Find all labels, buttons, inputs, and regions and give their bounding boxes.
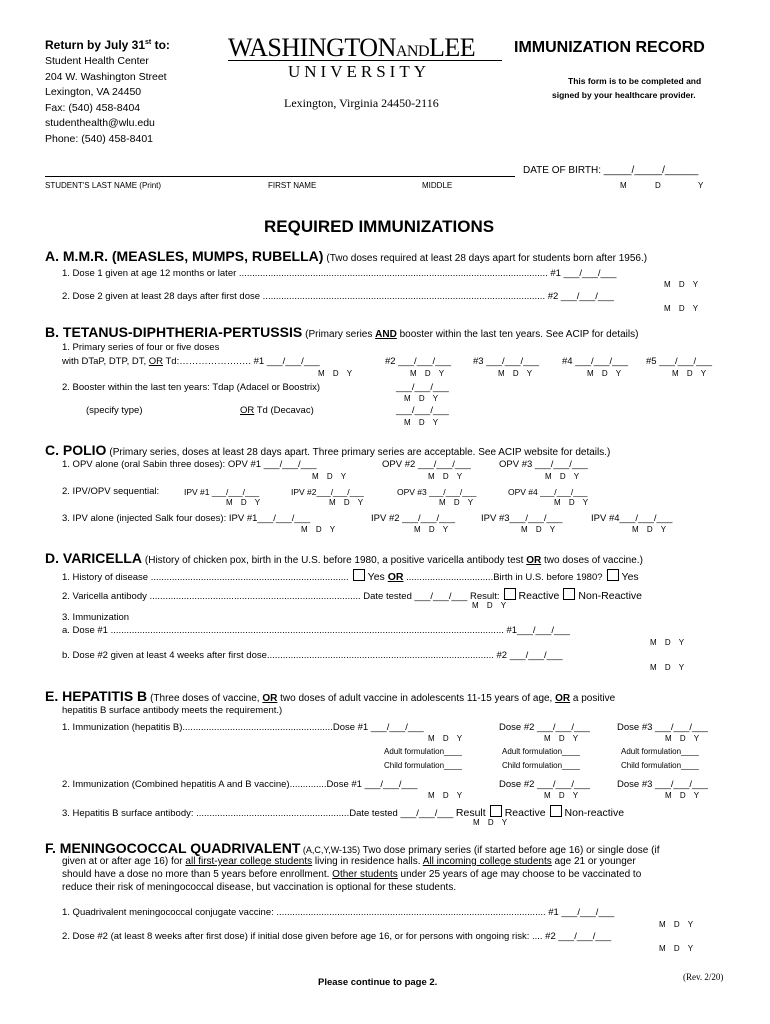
mdy-label: M D Y [659,920,694,929]
ipv-opv-dose-2[interactable]: IPV #2___/___/___ [291,487,364,497]
specify-type-label: (specify type) [86,405,143,416]
mdy-label: M D Y [544,791,579,800]
history-yes-checkbox[interactable] [353,569,365,581]
mdy-label: M D Y [329,498,364,507]
mdy-label: M D Y [498,369,533,378]
opv-dose-3[interactable]: OPV #3 ___/___/___ [499,459,588,470]
mdy-label: M D Y [428,472,463,481]
varicella-history-row: 1. History of disease ........................................................................... Yes OR .................................Birth in U.S. before 1980? Yes [62,571,639,583]
hepb-reactive-checkbox[interactable] [490,805,502,817]
mdy-label: M D Y [404,394,439,403]
ipv-opv-dose-4[interactable]: OPV #4 ___/___/___ [508,487,588,497]
mdy-label: M D Y [226,498,261,507]
dob-d: D [655,181,661,190]
mdy-label: M D Y [472,601,507,610]
mdy-label: M D Y [664,280,699,289]
hepb-antibody-row: 3. Hepatitis B surface antibody: ..........................................................Date tested ___/___/___ Result Reactive Non-reactive [62,807,625,819]
mdy-label: M D Y [439,498,474,507]
ipv-opv-dose-3[interactable]: OPV #3 ___/___/___ [397,487,477,497]
mdy-label: M D Y [414,525,449,534]
mening-para-3: should have a dose no more than 5 years before enrollment. Other students under 25 years of age may choose to be vaccinated to [62,869,642,880]
mmr-section-header: A. M.M.R. (MEASLES, MUMPS, RUBELLA) (Two doses required at least 28 days apart for students born after 1956.) [45,248,648,264]
varicella-immunization-label: 3. Immunization [62,612,130,623]
tdap-dose-5[interactable]: #5 ___/___/___ [646,356,713,367]
tdap-dose-3[interactable]: #3 ___/___/___ [473,356,540,367]
polio-section-header: C. POLIO (Primary series, doses at least 28 days apart. Three primary series are acceptable. See ACIP website for details.) [45,442,611,458]
mening-dose-1[interactable]: 1. Quadrivalent meningococcal conjugate vaccine: ...................................................................................................... #1 ___/___/___ [62,907,615,918]
tdap-section-header: B. TETANUS-DIPHTHERIA-PERTUSSIS (Primary series AND booster within the last ten years. See ACIP for details) [45,324,639,340]
opv-dose-2[interactable]: OPV #2 ___/___/___ [382,459,471,470]
form-note-1: This form is to be completed and [568,76,702,86]
dob-field[interactable]: DATE OF BIRTH: _____/_____/______ [523,165,699,176]
adult-formulation-3[interactable]: Adult formulation____ [621,747,699,756]
opv-dose-1[interactable]: 1. OPV alone (oral Sabin three doses): OPV #1 ___/___/___ [62,459,317,470]
ipv-alone-dose-1[interactable]: 3. IPV alone (injected Salk four doses): IPV #1___/___/___ [62,513,311,524]
tdap-primary-label: 1. Primary series of four or five doses [62,342,220,353]
university-wordmark: UNIVERSITY [288,62,430,81]
university-city: Lexington, Virginia 24450-2116 [284,96,439,110]
varicella-antibody-row: 2. Varicella antibody ................................................................................ Date tested ___/___/___ Result: Reactive Non-Reactive [62,590,643,602]
last-name-label: STUDENT'S LAST NAME (Print) [45,181,162,190]
mdy-label: M D Y [404,418,439,427]
continue-note: Please continue to page 2. [318,977,438,988]
mdy-label: M D Y [665,791,700,800]
varicella-dose-1[interactable]: a. Dose #1 ..................................................................................................................................................... #1___/___/___ [62,625,570,636]
form-note-2: signed by your healthcare provider. [552,90,696,100]
hepb-dose-3[interactable]: Dose #3 ___/___/___ [617,722,708,733]
dob-y: Y [698,181,704,190]
tdap-dose-2[interactable]: #2 ___/___/___ [385,356,452,367]
mdy-label: M D Y [665,734,700,743]
td-decavac-label: OR Td (Decavac) [240,405,314,416]
ipv-opv-dose-1[interactable]: IPV #1 ___/___/___ [184,487,260,497]
mdy-label: M D Y [301,525,336,534]
tdap-booster-label: 2. Booster within the last ten years: Tdap (Adacel or Boostrix) [62,382,321,393]
antibody-reactive-checkbox[interactable] [504,588,516,600]
hepb-dose-2[interactable]: Dose #2 ___/___/___ [499,722,590,733]
varicella-section-header: D. VARICELLA (History of chicken pox, birth in the U.S. before 1980, a positive varicella antibody test OR two doses of vaccine.) [45,550,643,566]
mdy-label: M D Y [650,638,685,647]
tdap-booster-date[interactable]: ___/___/___ [396,382,449,393]
mdy-label: M D Y [587,369,622,378]
mdy-label: M D Y [473,818,508,827]
hepb-section-header: E. HEPATITIS B (Three doses of vaccine, OR two doses of adult vaccine in adolescents 11-15 years of age, OR a positive [45,688,616,704]
varicella-dose-2[interactable]: b. Dose #2 given at least 4 weeks after first dose...................................................................................... #2 ___/___/___ [62,650,563,661]
mdy-label: M D Y [428,791,463,800]
return-by-label: Return by July 31st to: [45,38,170,52]
mmr-dose-2[interactable]: 2. Dose 2 given at least 28 days after first dose ........................................................................................................... #2 ___/___/___ [62,291,614,302]
td-date[interactable]: ___/___/___ [396,405,449,416]
mdy-label: M D Y [428,734,463,743]
birth-us-yes-checkbox[interactable] [607,569,619,581]
child-formulation-2[interactable]: Child formulation____ [502,761,580,770]
hepab-dose-1[interactable]: 2. Immunization (Combined hepatitis A and B vaccine)..............Dose #1 ___/___/___ [62,779,418,790]
hepb-note-2: hepatitis B surface antibody meets the requirement.) [62,705,283,716]
ipv-alone-dose-2[interactable]: IPV #2 ___/___/___ [371,513,455,524]
hepab-dose-3[interactable]: Dose #3 ___/___/___ [617,779,708,790]
mmr-dose-1[interactable]: 1. Dose 1 given at age 12 months or later ..................................................................................................................... #1 ___/___/___ [62,268,617,279]
mdy-label: M D Y [318,369,353,378]
mdy-label: M D Y [632,525,667,534]
first-name-label: FIRST NAME [268,181,317,190]
middle-name-label: MIDDLE [422,181,453,190]
tdap-dose-1[interactable]: with DTaP, DTP, DT, OR Td:……………….…. #1 ___/___/___ [62,356,320,367]
mdy-label: M D Y [672,369,707,378]
dob-m: M [620,181,627,190]
university-logo: WASHINGTONANDLEE [228,33,476,62]
address-block: Student Health Center 204 W. Washington Street Lexington, VA 24450 Fax: (540) 458-8404 studenthealth@wlu.edu Phone: (540) 458-8401 [45,55,167,145]
hepab-dose-2[interactable]: Dose #2 ___/___/___ [499,779,590,790]
mdy-label: M D Y [554,498,589,507]
child-formulation-1[interactable]: Child formulation____ [384,761,462,770]
adult-formulation-1[interactable]: Adult formulation____ [384,747,462,756]
mdy-label: M D Y [664,304,699,313]
ipv-alone-dose-4[interactable]: IPV #4___/___/___ [591,513,673,524]
child-formulation-3[interactable]: Child formulation____ [621,761,699,770]
mdy-label: M D Y [659,944,694,953]
mening-section-header: F. MENINGOCOCCAL QUADRIVALENT (A,C,Y,W-135) Two dose primary series (if started before age 16) or single dose (if [45,840,660,856]
mdy-label: M D Y [650,663,685,672]
mdy-label: M D Y [544,734,579,743]
tdap-dose-4[interactable]: #4 ___/___/___ [562,356,629,367]
adult-formulation-2[interactable]: Adult formulation____ [502,747,580,756]
mening-para-4: reduce their risk of meningococcal disease, but vaccination is optional for these students. [62,882,457,893]
mdy-label: M D Y [312,472,347,481]
form-title: IMMUNIZATION RECORD [514,39,705,56]
hepb-dose-1[interactable]: 1. Immunization (hepatitis B).........................................................Dose #1 ___/___/___ [62,722,424,733]
mening-dose-2[interactable]: 2. Dose #2 (at least 8 weeks after first dose) if initial dose given before age 16, or for persons with ongoing risk: .... #2 ___/___/___ [62,931,612,942]
ipv-opv-label: 2. IPV/OPV sequential: [62,486,160,497]
ipv-alone-dose-3[interactable]: IPV #3___/___/___ [481,513,563,524]
mdy-label: M D Y [521,525,556,534]
antibody-nonreactive-checkbox[interactable] [563,588,575,600]
mdy-label: M D Y [410,369,445,378]
revision-label: (Rev. 2/20) [683,972,724,982]
hepb-nonreactive-checkbox[interactable] [550,805,562,817]
mening-para-2: given at or after age 16) for all first-year college students living in residence halls. All incoming college students age 21 or younger [62,856,636,867]
required-immunizations-title: REQUIRED IMMUNIZATIONS [264,217,495,236]
mdy-label: M D Y [545,472,580,481]
